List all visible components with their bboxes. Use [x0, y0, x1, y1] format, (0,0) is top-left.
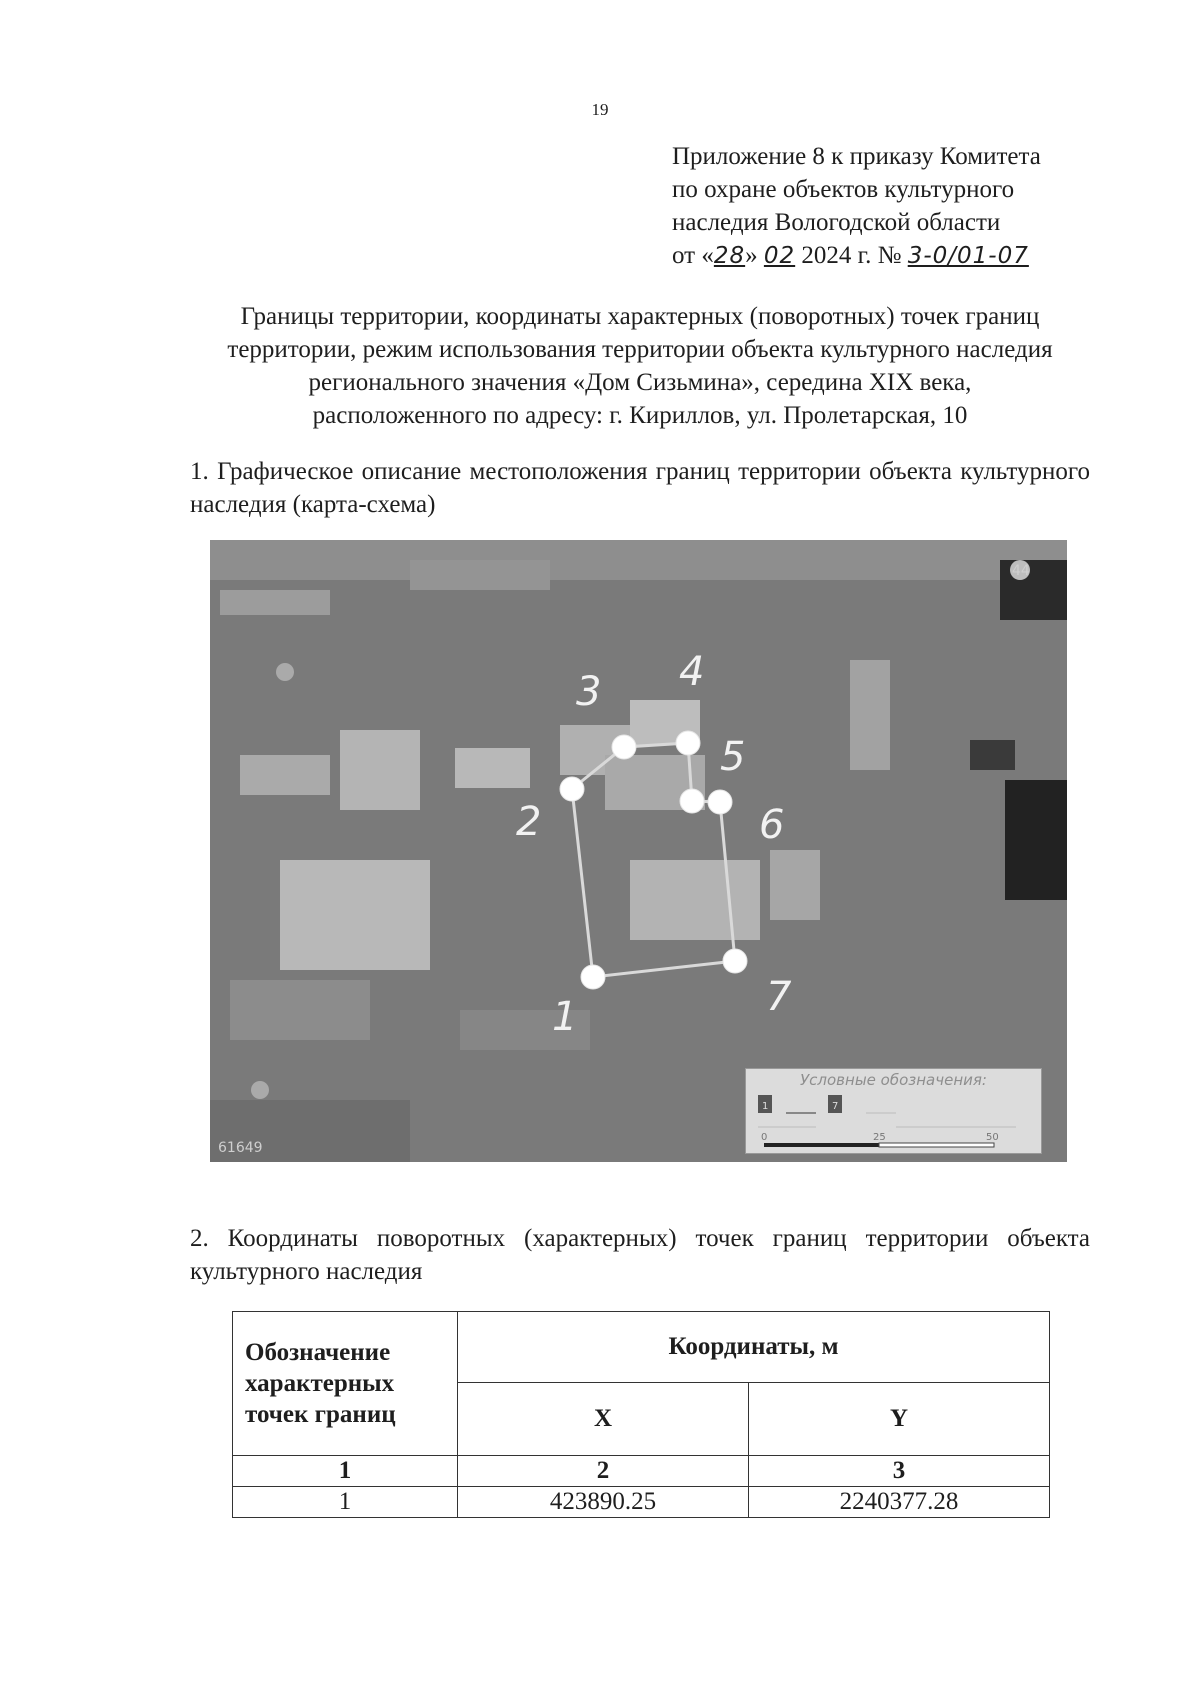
corner-number-bottom-left: 61649 — [218, 1140, 263, 1156]
document-title — [170, 300, 1110, 432]
map-legend — [745, 1068, 1042, 1154]
date-day: 28 — [713, 243, 746, 269]
legend-swatch-2-label: 7 — [832, 1101, 839, 1112]
scale-bar-dark — [764, 1143, 879, 1147]
corner-number-top-right: 44 — [1012, 563, 1030, 579]
cell-x: 423890.25 — [458, 1487, 749, 1518]
date-sep: » — [745, 242, 764, 269]
appendix-header — [672, 140, 1142, 273]
legend-graphics — [746, 1069, 1041, 1153]
boundary-point-1 — [581, 965, 605, 989]
order-number: 3-0/01-07 — [907, 243, 1029, 269]
index-cell-1: 1 — [233, 1456, 458, 1487]
header-x: X — [458, 1383, 749, 1456]
point-label-7: 7 — [766, 974, 792, 1020]
header-desig-line-1: Обозначение — [245, 1339, 391, 1366]
appendix-line-3: наследия Вологодской области — [672, 209, 1001, 236]
table-header-row-1 — [233, 1312, 1050, 1383]
boundary-point-2 — [560, 777, 584, 801]
legend-title: Условные обозначения: — [800, 1071, 987, 1089]
scale-bar-light — [879, 1143, 994, 1147]
page-number: 19 — [591, 100, 609, 119]
date-year: 2024 г. № — [795, 242, 908, 269]
legend-swatch-1-label: 1 — [762, 1101, 769, 1112]
header-point-designation — [233, 1312, 458, 1456]
header-coordinates: Координаты, м — [458, 1312, 1050, 1383]
index-cell-2: 2 — [458, 1456, 749, 1487]
appendix-line-1: Приложение 8 к приказу Комитета — [672, 143, 1041, 170]
cell-point: 1 — [233, 1487, 458, 1518]
title-line-4: расположенного по адресу: г. Кириллов, ул. Пролетарская, 10 — [312, 402, 968, 429]
title-line-1: Границы территории, координаты характерных (поворотных) точек границ — [240, 303, 1040, 330]
table-row — [233, 1487, 1050, 1518]
boundary-point-3 — [612, 735, 636, 759]
boundary-point-7 — [723, 949, 747, 973]
point-label-3: 3 — [576, 669, 602, 715]
scale-label-25: 25 — [873, 1132, 886, 1143]
header-y: Y — [749, 1383, 1050, 1456]
appendix-line-2: по охране объектов культурного — [672, 176, 1015, 203]
boundary-point-4 — [676, 731, 700, 755]
title-line-2: территории, режим использования территории объекта культурного наследия — [227, 336, 1053, 363]
table-index-row — [233, 1456, 1050, 1487]
point-label-6: 6 — [759, 802, 785, 848]
boundary-point-6 — [708, 790, 732, 814]
header-desig-line-2: характерных — [245, 1370, 395, 1397]
appendix-date-line — [672, 239, 1142, 273]
section-2-heading: 2. Координаты поворотных (характерных) точек границ территории объекта культурного наследия — [190, 1225, 1090, 1285]
coordinates-table — [232, 1311, 1050, 1518]
boundary-point-5 — [680, 789, 704, 813]
title-line-3: регионального значения «Дом Сизьмина», середина XIX века, — [308, 369, 972, 396]
section-1-heading: 1. Графическое описание местоположения границ территории объекта культурного наследия (карта-схема) — [190, 458, 1090, 518]
point-label-4: 4 — [679, 649, 705, 695]
date-month: 02 — [763, 243, 796, 269]
point-label-5: 5 — [720, 734, 746, 780]
header-desig-line-3: точек границ — [245, 1401, 396, 1428]
point-label-1: 1 — [552, 994, 578, 1040]
scale-label-50: 50 — [986, 1132, 999, 1143]
date-prefix: от « — [672, 242, 714, 269]
scale-label-0: 0 — [761, 1132, 768, 1143]
point-label-2: 2 — [516, 799, 542, 845]
index-cell-3: 3 — [749, 1456, 1050, 1487]
map-scheme — [210, 540, 1067, 1162]
cell-y: 2240377.28 — [749, 1487, 1050, 1518]
